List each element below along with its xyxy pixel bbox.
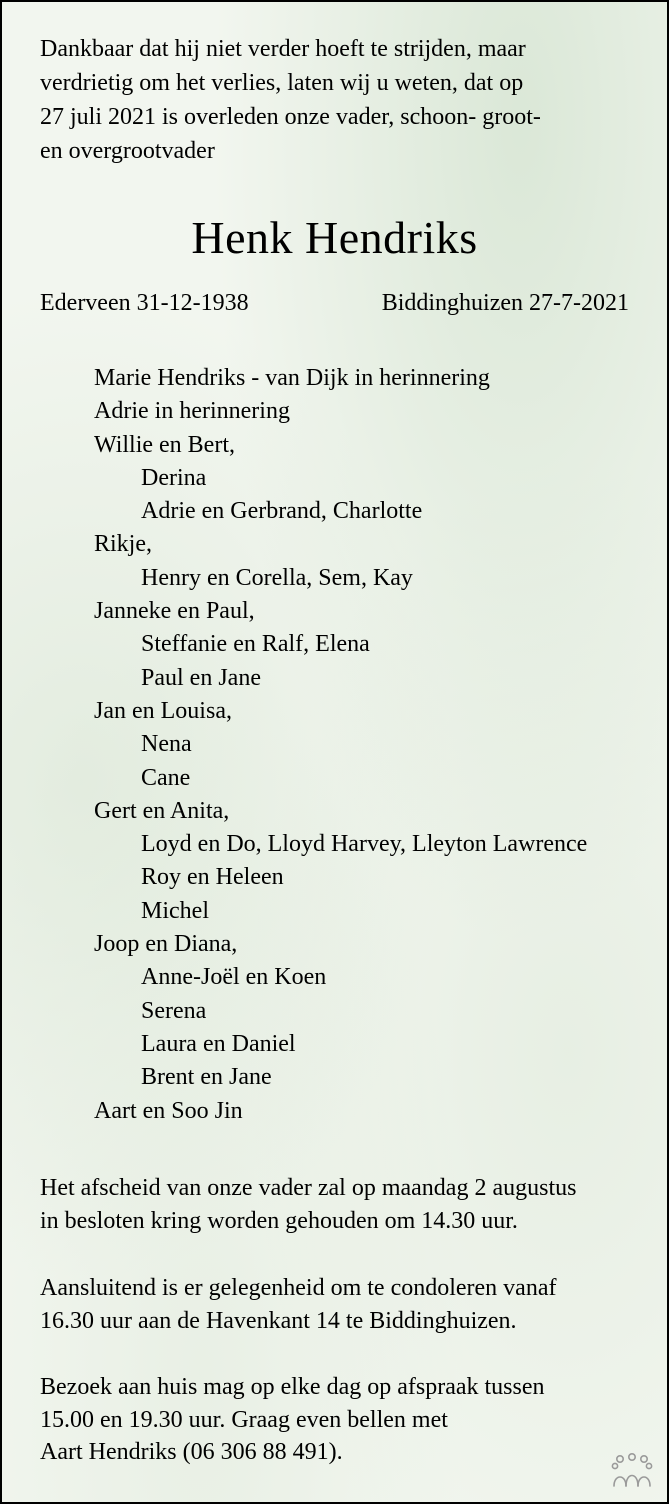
condolence-text — [40, 1272, 650, 1337]
visit-line: 15.00 en 19.30 uur. Graag even bellen met — [40, 1406, 448, 1433]
intro-line: 27 juli 2021 is overleden onze vader, schoon- groot- — [40, 104, 541, 130]
life-dates — [40, 286, 629, 320]
grandchild-entry: Serena — [141, 997, 207, 1024]
family-entry: Gert en Anita, — [94, 797, 230, 824]
intro-text — [40, 32, 640, 168]
grandchild-entry: Loyd en Do, Lloyd Harvey, Lleyton Lawrence — [141, 831, 588, 858]
intro-line: Dankbaar dat hij niet verder hoeft te strijden, maar — [40, 36, 526, 62]
grandchild-entry: Paul en Jane — [141, 664, 261, 691]
grandchild-entry: Anne-Joël en Koen — [141, 964, 327, 991]
birth-place-date: Ederveen 31-12-1938 — [40, 290, 249, 316]
farewell-line: Het afscheid van onze vader zal op maandag 2 augustus — [40, 1175, 577, 1201]
grandchild-entry: Cane — [141, 764, 191, 791]
grandchild-entry: Laura en Daniel — [141, 1030, 296, 1057]
family-entry: Willie en Bert, — [94, 431, 235, 458]
grandchild-entry: Henry en Corella, Sem, Kay — [141, 564, 413, 591]
deceased-name: Henk Hendriks — [191, 212, 478, 263]
grandchild-entry: Nena — [141, 731, 192, 758]
grandchild-entry: Michel — [141, 897, 209, 924]
family-entry: Jan en Louisa, — [94, 697, 232, 724]
visit-text — [40, 1371, 650, 1469]
condolence-line: 16.30 uur aan de Havenkant 14 te Biddinghuizen. — [40, 1307, 517, 1334]
grandchild-entry: Brent en Jane — [141, 1064, 272, 1091]
condolence-line: Aansluitend is er gelegenheid om te condoleren vanaf — [40, 1275, 557, 1301]
family-entry: Janneke en Paul, — [94, 598, 255, 625]
family-entry: Marie Hendriks - van Dijk in herinnering — [94, 365, 490, 391]
grandchild-entry: Steffanie en Ralf, Elena — [141, 631, 370, 658]
family-entry: Joop en Diana, — [94, 931, 238, 958]
family-entry: Rikje, — [94, 531, 152, 558]
grandchild-entry: Roy en Heleen — [141, 864, 284, 891]
visit-line: Bezoek aan huis mag op elke dag op afspraak tussen — [40, 1374, 545, 1400]
people-group-icon — [609, 1450, 655, 1490]
farewell-text — [40, 1172, 650, 1237]
grandchild-entry: Adrie en Gerbrand, Charlotte — [141, 498, 423, 525]
family-entry: Aart en Soo Jin — [94, 1097, 243, 1124]
intro-line: verdrietig om het verlies, laten wij u weten, dat op — [40, 70, 524, 96]
grandchild-entry: Derina — [141, 464, 207, 491]
family-entry: Adrie in herinnering — [94, 398, 290, 425]
death-place-date: Biddinghuizen 27-7-2021 — [381, 290, 629, 316]
visit-line: Aart Hendriks (06 306 88 491). — [40, 1439, 343, 1465]
family-list — [94, 362, 587, 1128]
intro-line: en overgrootvader — [40, 138, 215, 164]
farewell-line: in besloten kring worden gehouden om 14.30 uur. — [40, 1207, 518, 1234]
